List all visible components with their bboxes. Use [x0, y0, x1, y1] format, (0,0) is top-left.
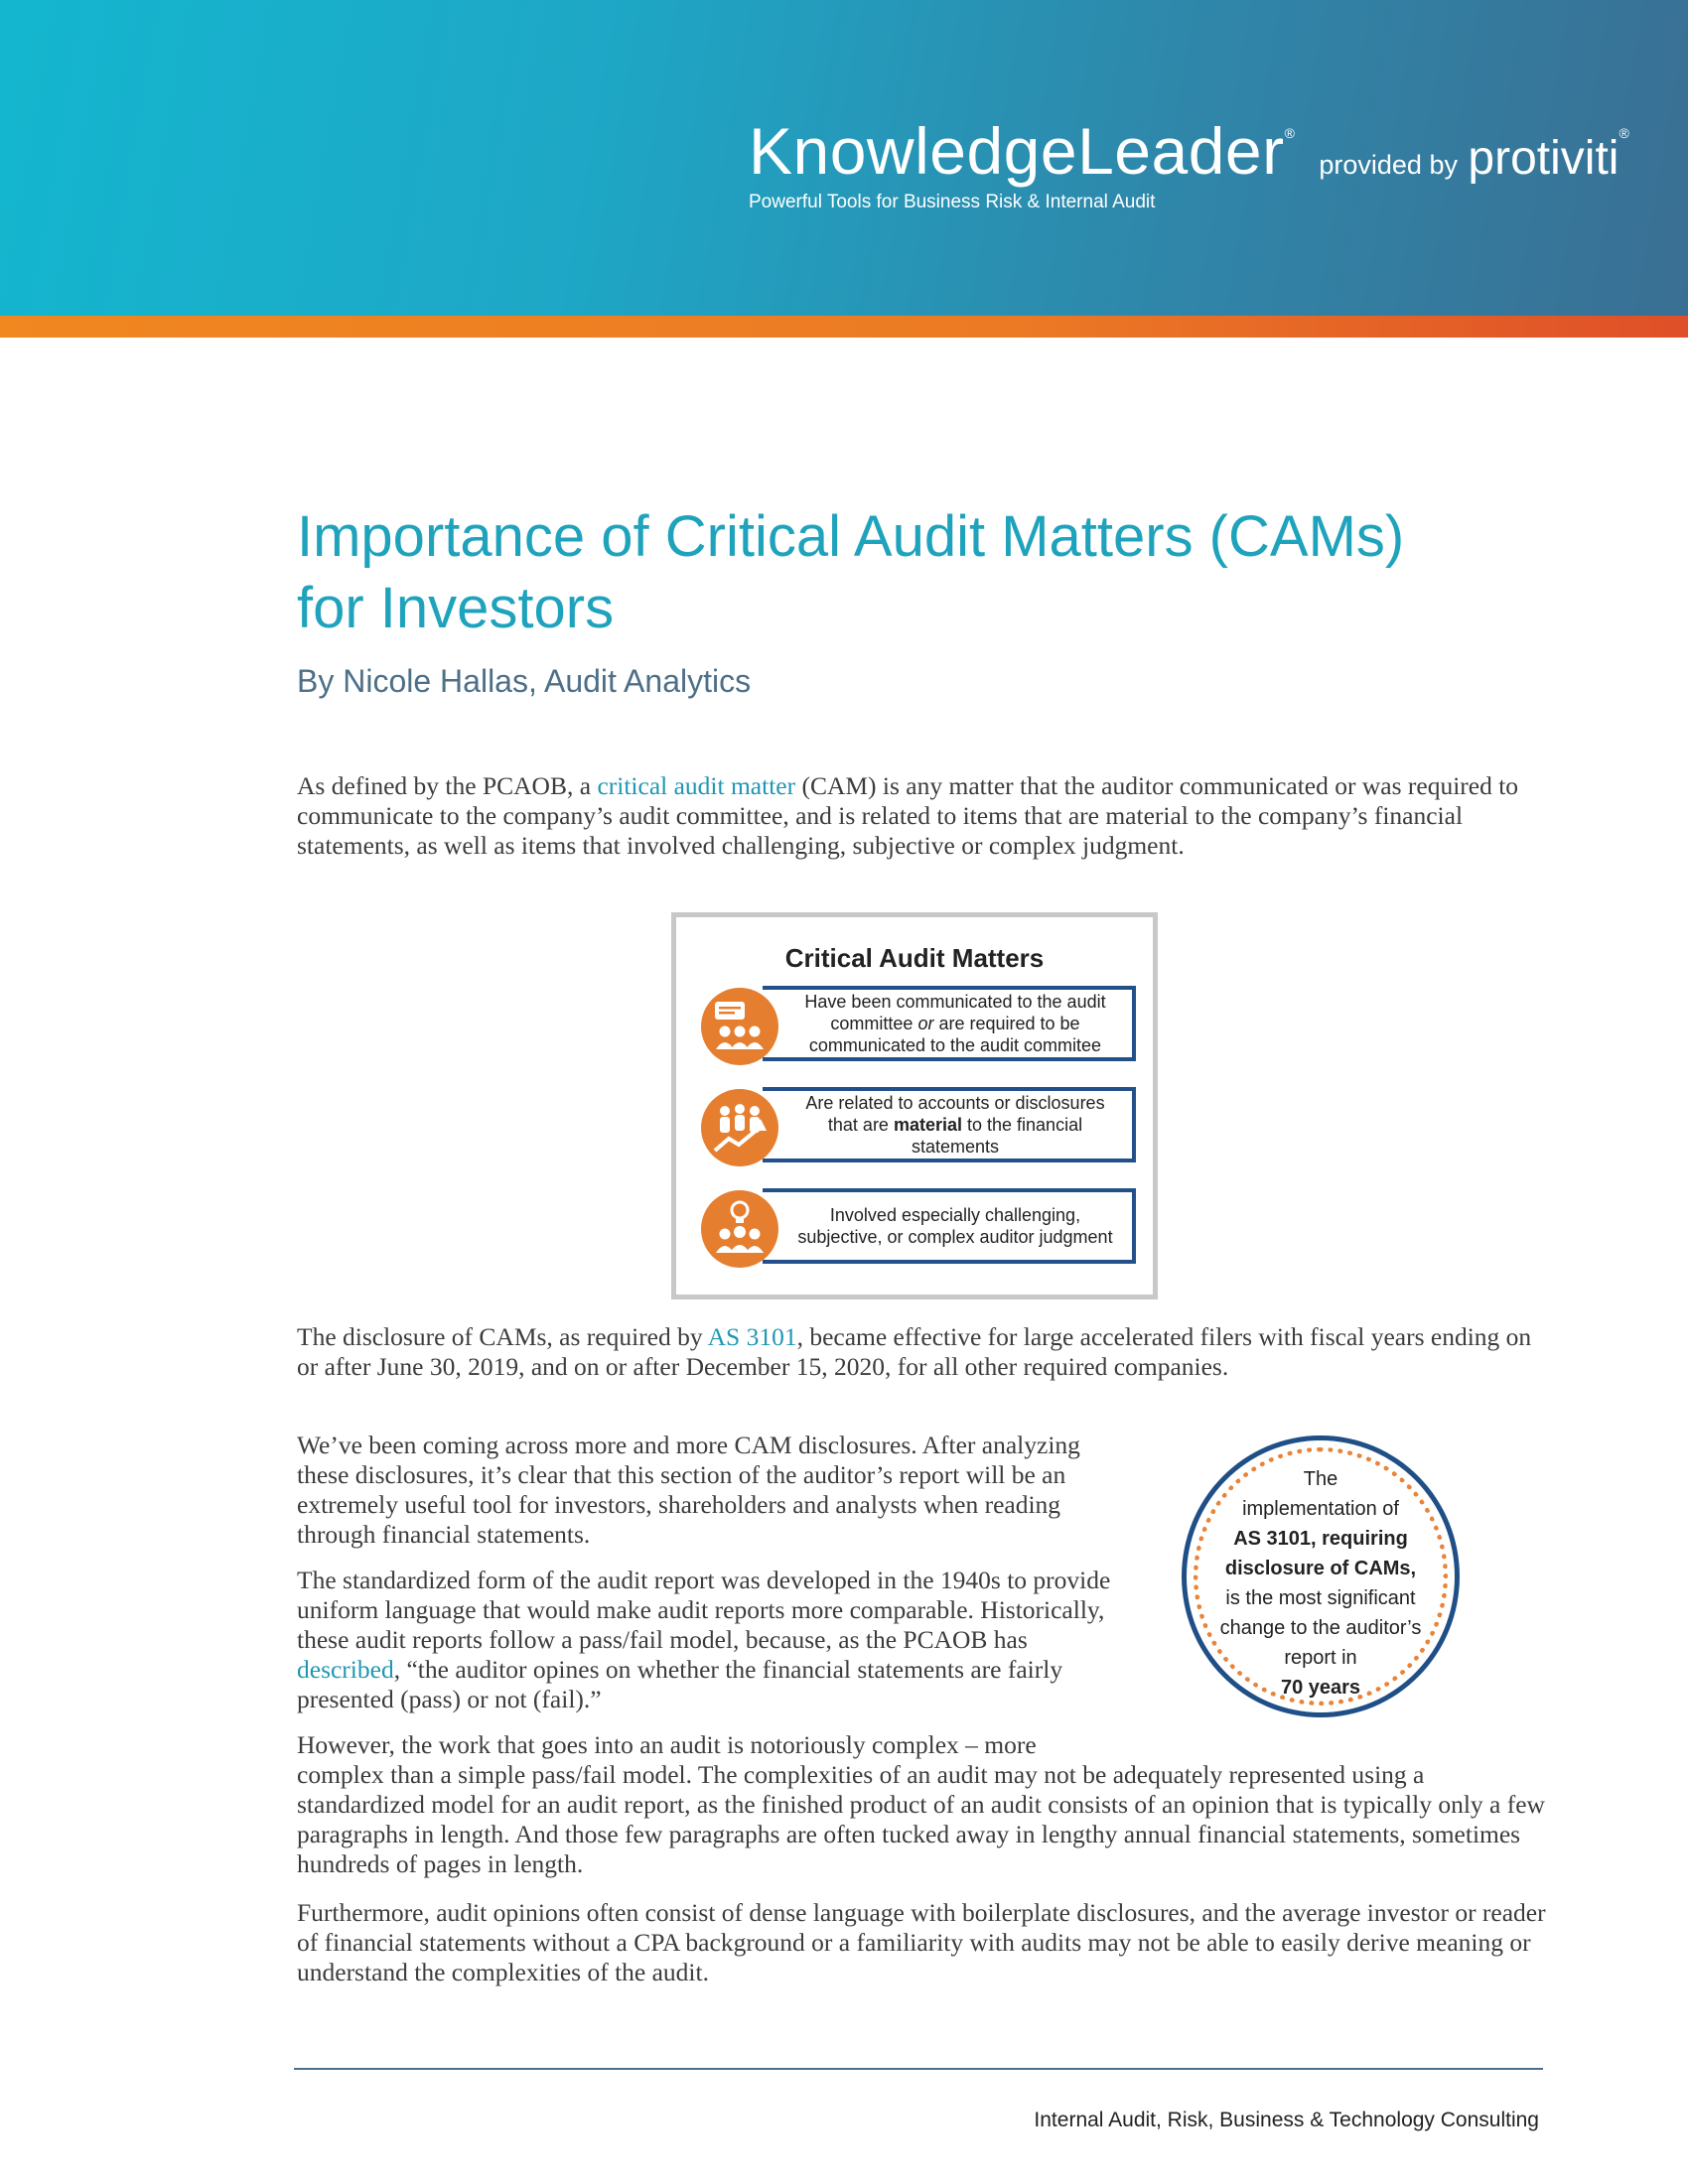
article-byline: By Nicole Hallas, Audit Analytics	[297, 663, 752, 699]
paragraph-cam-definition	[297, 771, 1553, 861]
article-title	[297, 501, 1548, 644]
company-registered-mark: ®	[1618, 125, 1629, 141]
p5-first-line: However, the work that goes into an audit is notoriously complex – more	[297, 1730, 1037, 1759]
footer-divider	[294, 2068, 1543, 2070]
item1-emphasis: or	[917, 1014, 934, 1033]
item2-text-start: Are related to accounts or disclosures that are	[805, 1093, 1105, 1135]
title-line-2: for Investors	[297, 576, 615, 640]
cam-figure	[671, 912, 1158, 1299]
brand-tagline: Powerful Tools for Business Risk & Internal Audit	[749, 192, 1156, 212]
company-name: protiviti	[1468, 132, 1619, 185]
figure-item-material	[701, 1087, 1140, 1170]
figure-item-text	[763, 1087, 1136, 1162]
figure-item-communicated	[701, 986, 1140, 1069]
figure-item-text	[763, 986, 1136, 1061]
callout-text	[1187, 1464, 1455, 1703]
presentation-meeting-icon	[701, 988, 778, 1065]
p2-text-end: , became effective for large accelerated filers with fiscal years ending on or after June 30, 2019, and on or after December 15, 2020, for all other required companies.	[297, 1322, 1532, 1381]
paragraph-standardized-report	[297, 1566, 1133, 1714]
growth-people-chart-icon	[701, 1089, 778, 1166]
header-accent-stripe	[0, 316, 1688, 338]
callout-line: report in	[1284, 1647, 1357, 1669]
p1-text-start: As defined by the PCAOB, a	[297, 771, 598, 800]
paragraph-cam-disclosures: We’ve been coming across more and more CAM disclosures. After analyzing these disclosures, it’s clear that this section of the auditor’s report will be an extremely useful tool for investors, shareholders and analysts when reading through financial statements.	[297, 1431, 1080, 1549]
callout-line: implementation of	[1242, 1498, 1399, 1520]
p5-rest: complex than a simple pass/fail model. The complexities of an audit may not be adequately represented using a standardized model for an audit report, as the finished product of an audit consists of an opinion that is typically only a few paragraphs in length. And those few paragraphs are often tucked away in lengthy annual financial statements, sometimes hundreds of pages in length.	[297, 1760, 1545, 1878]
footer-text: Internal Audit, Risk, Business & Technology Consulting	[1034, 2109, 1539, 2131]
critical-audit-matter-link[interactable]: critical audit matter	[597, 771, 796, 800]
brand-logo	[749, 113, 1629, 189]
item1-text-start: Have been communicated to the audit committee	[804, 992, 1106, 1033]
described-link[interactable]: described	[297, 1655, 394, 1684]
p4-text-end: , “the auditor opines on whether the financial statements are fairly presented (pass) or not (fail).”	[297, 1655, 1063, 1713]
callout-line: change to the auditor’s	[1219, 1617, 1422, 1639]
as3101-callout	[1182, 1435, 1460, 1717]
item2-text-end: to the financial statements	[911, 1115, 1083, 1157]
figure-item-judgment	[701, 1188, 1140, 1272]
paragraph-dense-language: Furthermore, audit opinions often consist of dense language with boilerplate disclosures, and the average investor or reader of financial statements without a CPA background or a familiarity with audits may not be able to easily derive meaning or understand the complexities of the audit.	[297, 1898, 1546, 1986]
paragraph-audit-complexity	[297, 1730, 1553, 1879]
brand-name: KnowledgeLeader	[749, 114, 1285, 188]
p1-text-end: (CAM) is any matter that the auditor communicated or was required to communicate to the company’s audit committee, and is related to items that are material to the company’s financial statements, as well as items that involved challenging, subjective or complex judgment.	[297, 771, 1519, 860]
title-line-1: Importance of Critical Audit Matters (CAMs)	[297, 504, 1405, 569]
callout-line: disclosure of CAMs,	[1224, 1558, 1417, 1579]
paragraph-as3101-effective	[297, 1322, 1553, 1382]
item1-text-end: are required to be communicated to the audit commitee	[808, 1014, 1102, 1055]
callout-line: 70 years	[1280, 1677, 1361, 1699]
callout-line: The	[1303, 1468, 1338, 1490]
item2-emphasis: material	[893, 1115, 962, 1135]
callout-line: AS 3101, requiring	[1233, 1528, 1408, 1550]
figure-title: Critical Audit Matters	[784, 943, 1045, 973]
brand-registered-mark: ®	[1284, 125, 1295, 141]
as-3101-link[interactable]: AS 3101	[707, 1322, 797, 1351]
figure-item-text: Involved especially challenging, subjective, or complex auditor judgment	[763, 1188, 1136, 1264]
p4-text-start: The standardized form of the audit report was developed in the 1940s to provide uniform language that would make audit reports more comparable. Historically, these audit reports follow a pass/fail model, because, as the PCAOB has	[297, 1566, 1111, 1654]
lightbulb-team-icon	[701, 1190, 778, 1268]
p2-text-start: The disclosure of CAMs, as required by	[297, 1322, 708, 1351]
provided-by-label: provided by	[1319, 150, 1458, 180]
callout-line: is the most significant	[1225, 1587, 1416, 1609]
